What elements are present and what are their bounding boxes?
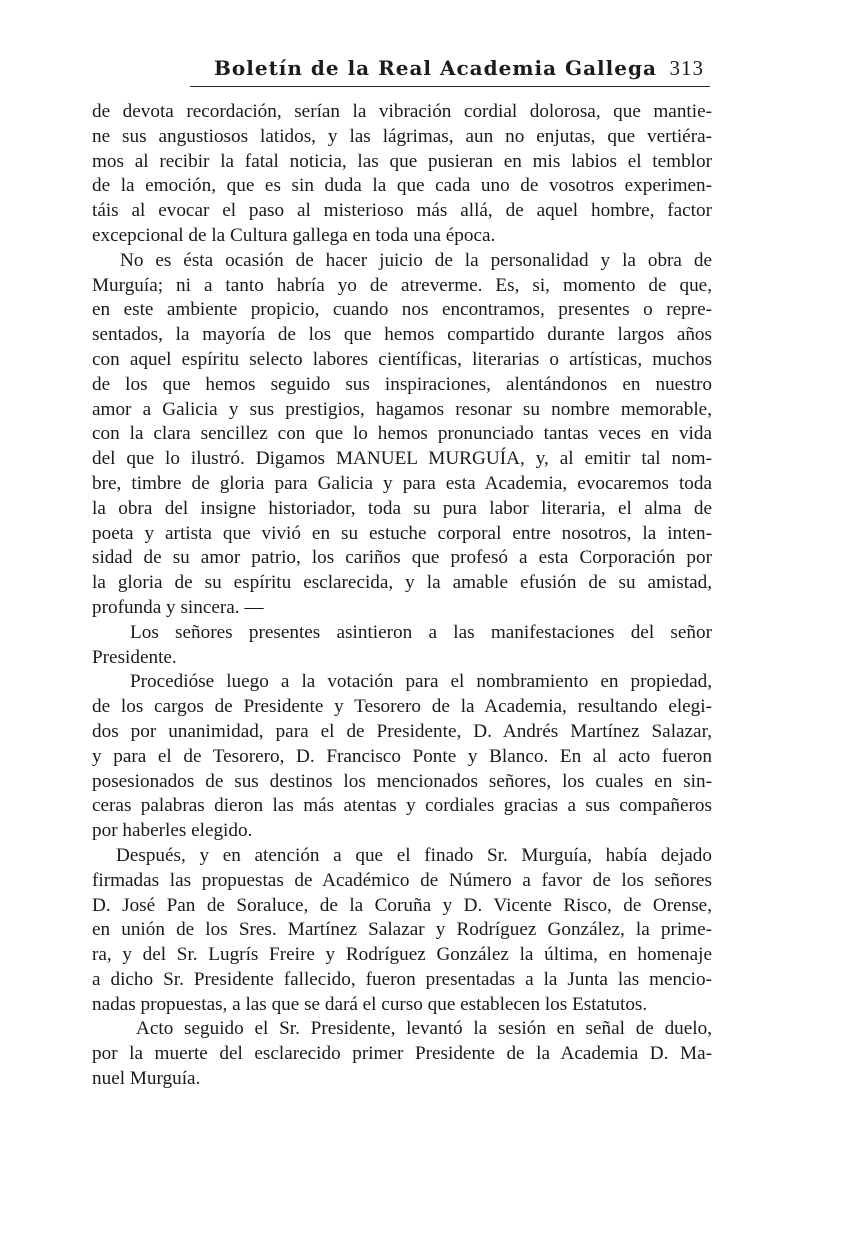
text-line: por la muerte del esclarecido primer Presidente de la Academia D. Ma- xyxy=(92,1043,712,1065)
paragraph xyxy=(92,844,712,1018)
body-text xyxy=(92,100,712,1092)
text-line: la obra del insigne historiador, toda su pura labor literaria, el alma de xyxy=(92,497,712,519)
text-line: con aquel espíritu selecto labores científicas, literarias o artísticas, muchos xyxy=(92,348,712,370)
text-line: firmadas las propuestas de Académico de Número a favor de los señores xyxy=(92,869,712,891)
paragraph xyxy=(92,249,712,621)
text-line: ra, y del Sr. Lugrís Freire y Rodríguez González la última, en homenaje xyxy=(92,944,712,966)
text-line: amor a Galicia y sus prestigios, hagamos resonar su nombre memorable, xyxy=(92,398,712,420)
text-line: sentados, la mayoría de los que hemos compartido durante largos años xyxy=(92,324,712,346)
text-line: en unión de los Sres. Martínez Salazar y Rodríguez González, la prime- xyxy=(92,919,712,941)
text-line: ne sus angustiosos latidos, y las lágrimas, aun no enjutas, que vertiéra- xyxy=(92,125,712,147)
text-line: Después, y en atención a que el finado Sr. Murguía, había dejado xyxy=(116,844,712,866)
text-line: de los que hemos seguido sus inspiraciones, alentándonos en nuestro xyxy=(92,373,712,395)
text-line: nadas propuestas, a las que se dará el curso que establecen los Estatutos. xyxy=(92,993,648,1015)
text-line: en este ambiente propicio, cuando nos encontramos, presentes o repre- xyxy=(92,299,712,321)
text-line: ceras palabras dieron las más atentas y cordiales gracias a sus compañeros xyxy=(92,795,712,817)
header-rule xyxy=(190,86,710,87)
paragraph xyxy=(92,1017,712,1091)
text-line: Presidente. xyxy=(92,646,177,668)
text-line: Acto seguido el Sr. Presidente, levantó la sesión en señal de duelo, xyxy=(136,1018,712,1040)
text-line: por haberles elegido. xyxy=(92,820,253,842)
text-line: bre, timbre de gloria para Galicia y para esta Academia, evocaremos toda xyxy=(92,472,712,494)
text-line: excepcional de la Cultura gallega en toda una época. xyxy=(92,224,496,246)
text-line: de la emoción, que es sin duda la que cada uno de vosotros experimen- xyxy=(92,175,712,197)
text-line: nuel Murguía. xyxy=(92,1068,201,1090)
text-line: No es ésta ocasión de hacer juicio de la personalidad y la obra de xyxy=(120,249,712,271)
text-line: del que lo ilustró. Digamos MANUEL MURGUÍA, y, al emitir tal nom- xyxy=(92,448,712,470)
text-line: y para el de Tesorero, D. Francisco Ponte y Blanco. En al acto fueron xyxy=(92,745,712,767)
text-line: poeta y artista que vivió en su estuche corporal entre nosotros, la inten- xyxy=(92,522,712,544)
text-line: Los señores presentes asintieron a las manifestaciones del señor xyxy=(130,621,712,643)
text-line: con la clara sencillez con que lo hemos pronunciado tantas veces en vida xyxy=(92,423,712,445)
text-line: táis al evocar el paso al misterioso más allá, de aquel hombre, factor xyxy=(92,200,712,222)
running-header xyxy=(190,56,710,90)
paragraph xyxy=(92,621,712,671)
text-line: mos al recibir la fatal noticia, las que pusieran en mis labios el temblor xyxy=(92,150,712,172)
text-line: Procedióse luego a la votación para el nombramiento en propiedad, xyxy=(130,671,712,693)
text-line: posesionados de sus destinos los mencionados señores, los cuales en sin- xyxy=(92,770,712,792)
paragraph xyxy=(92,670,712,844)
text-line: dos por unanimidad, para el de Presidente, D. Andrés Martínez Salazar, xyxy=(92,720,712,742)
text-line: sidad de su amor patrio, los cariños que profesó a esta Corporación por xyxy=(92,547,712,569)
text-line: D. José Pan de Soraluce, de la Coruña y D. Vicente Risco, de Orense, xyxy=(92,894,712,916)
journal-title: Boletín de la Real Academia Gallega xyxy=(214,56,657,80)
text-line: de los cargos de Presidente y Tesorero de la Academia, resultando elegi- xyxy=(92,696,712,718)
text-line: a dicho Sr. Presidente fallecido, fueron presentadas a la Junta las mencio- xyxy=(92,968,712,990)
paragraph xyxy=(92,100,712,249)
text-line: profunda y sincera. — xyxy=(92,596,264,618)
page-number: 313 xyxy=(669,56,704,80)
text-line: Murguía; ni a tanto habría yo de atreverme. Es, si, momento de que, xyxy=(92,274,712,296)
text-line: la gloria de su espíritu esclarecida, y la amable efusión de su amistad, xyxy=(92,572,712,594)
text-line: de devota recordación, serían la vibración cordial dolorosa, que mantie- xyxy=(92,101,712,122)
